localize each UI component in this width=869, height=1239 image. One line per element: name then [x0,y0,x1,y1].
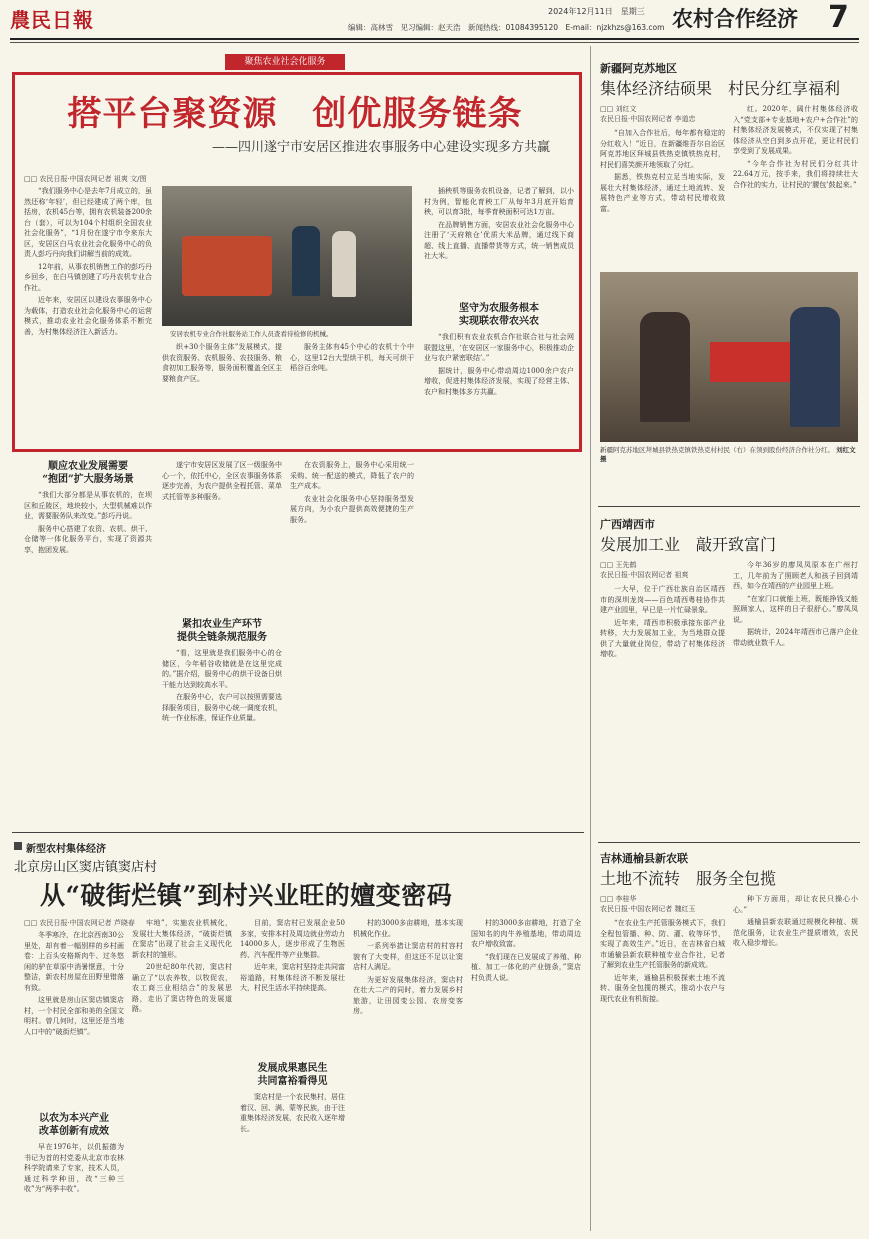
jilin-headline: 土地不流转 服务全包揽 [600,869,777,888]
guangxi-headline: 发展加工业 敲开致富门 [600,535,777,554]
feature-column-4 [424,186,574,296]
new-village-subheadline: 北京房山区窦店镇窦店村 [14,860,158,875]
feature-column-2 [162,342,282,442]
paragraph: 遂宁市安居区发展了区一级服务中心一个，依托中心，全区农事服务体系逐步完善，为农户提供全程托管、菜单式托管等多种服务。 [162,461,282,501]
newspaper-logo: 農民日報 [10,8,94,32]
new-village-subhead-1: 以农为本兴产业 改革创新有成效 [39,1113,109,1137]
masthead-rule [10,38,859,40]
paragraph: “我们现在已发展成了养殖、种植、加工一体化的产业链条，”窦店村负责人说。 [471,952,581,982]
paragraph: 近年来，窦店村坚持走共同富裕道路，村集体经济不断发展壮大，村民生活水平持续提高。 [240,963,345,992]
paragraph: 在农资服务上，服务中心采用统一采购、统一配送的模式，降低了农户的生产成本。 [290,461,414,490]
new-village-byline: □□ 农民日报·中国农网记者 芦晓春 [24,919,135,927]
page-number: 7 [828,0,849,35]
paragraph: 20世纪80年代初，窦店村确立了“以农养牧，以牧促农，农工商三业相结合”的发展思路，走出了窦店特色的发展道路。 [132,963,232,1013]
feature-subheadline: ——四川遂宁市安居区推进农事服务中心建设实现多方共赢 [211,140,550,155]
paragraph: 早在1976年，以仉振德为书记为首的村党委从北京市农林科学院请来了专家，技术人员，通过科学种田，改“三种三收”为“两季丰收”。 [24,1143,124,1193]
paragraph: 插秧机等服务农机设备，记者了解到，以小村为例，智能化育秧工厂从每年3月底开始育秧，可以育3批，每季育秧面积可达1万亩。 [424,187,574,216]
paragraph: “自加入合作社后，每年都有稳定的分红收入！”近日，在新疆维吾尔自治区阿克苏地区拜城县铁热克镇铁热克村，村民们喜笑颜开地领取了分红。 [600,129,725,169]
paragraph: 在品牌销售方面，安居农业社会化服务中心注册了‘天府粮仓’优质大米品牌，通过线下商超、线上直播、直播带货等方式，统一销售成员社大米。 [424,220,574,260]
kicker-square-icon [14,842,22,850]
guangxi-kicker: 广西靖西市 [600,518,655,531]
paragraph: “看，这里就是我们服务中心的仓储区，今年稻谷收储就是在这里完成的。”据介绍，服务中心的烘干设备日烘干能力达到较高水平。 [162,649,282,689]
new-village-column-1b [24,1142,124,1230]
paragraph: “我们大部分都是从事农机的，在坝区和丘陵区，地块较小，大型机械难以作业，需要服务队来改变。”彭巧丹说。 [24,491,152,520]
feature-byline: □□ 农民日报·中国农网记者 祖爽 文/图 [24,175,147,183]
paragraph: 近年来，靖西市积极承接东部产业转移，大力发展加工业，为当地群众提供了大量就业岗位，带动了村集体经济增收。 [600,618,725,658]
feature-subhead-2: 紧扣农业生产环节 提供全链条规范服务 [177,619,267,643]
paragraph: “今年合作社为村民们分红共计22.64万元，按手来，我们将持续壮大合作社的实力，让村民的‘腰包’鼓起来。” [733,159,858,189]
feature-column-3-cont [290,460,414,820]
feature-column-3 [290,342,414,442]
paragraph: 这里就是房山区窦店镇窦店村，一个村民全部和美的全国文明村。曾几何时，这里还是当地人口中的“破街烂镇”。 [24,996,124,1036]
paragraph: “在农业生产托管服务模式下，我们全程包管播、种、防、灌、收等环节，实现了高效生产。”近日，在吉林省白城市通榆县新农联种植专业合作社，记者了解到农业生产托管服务的新成效。 [600,919,725,969]
xinjiang-byline-2: 农民日报·中国农网记者 李道忠 [600,115,696,123]
paragraph: 织+30个服务主体”发展模式，提供农资服务、农机服务、农技服务、粮食初加工服务等，服务面积覆盖全区主要粮食产区。 [162,343,282,383]
xinjiang-column-2 [733,104,858,268]
new-village-column-2 [132,918,232,1230]
paragraph: 据统计，服务中心带动周边1000余户农户增收，促进村集体经济发展，实现了经营主体、农户和村集体多方共赢。 [424,366,574,396]
paragraph: “我们服务中心是去年7月成立的，虽然还称‘年轻’，但已经建成了两个库，包括房，农机45台等，拥有农机装备200余台（套），可以为104个村组织全国农业社会化服务”，“1月份在遂宁市令来东大区，安居区白马农业社会化服务中心的负责人彭巧丹向我们讲解当前的成效。 [24,187,152,258]
feature-subhead-1: 顺应农业发展需要 “抱团”扩大服务场景 [42,461,134,485]
feature-column-1 [24,186,152,442]
paragraph: 村的3000多亩耕地，基本实现机械化作业。 [353,919,463,938]
new-village-column-1 [24,930,124,1110]
new-village-subhead-3: 发展成果惠民生 共同富裕看得见 [257,1063,328,1087]
new-village-column-3b [240,1092,345,1230]
section-title: 农村合作经济 [672,7,798,31]
paragraph: 村的3000多亩耕地，打造了全国知名的肉牛养殖基地，带动周边农户增收致富。 [471,919,581,948]
guangxi-byline-1: □□ 王先鹤 [600,561,637,569]
paragraph: 冬季寒冷，在北京西南30公里处，却有着一幅别样的乡村画卷：上百头安格斯肉牛、过冬悠闲的驴在草原中消暑惬意，十分整洁，新农村房屋在田野里错落有致。 [24,931,124,992]
section-divider [598,842,860,843]
paragraph: 服务中心搭建了农资、农机、烘干、仓储等一体化服务平台，实现了资源共享，抱团发展。 [24,524,152,554]
paragraph: 种下方面用，却让农民只操心小心。” [733,895,858,914]
new-village-column-4 [353,918,463,1230]
paragraph: “我们积有农业农机合作社联合社与社会网联盟这里，‘在安居区一家服务中心，积极推动企业与农户紧密联结’。” [424,333,574,362]
xinjiang-photo-caption [600,446,858,464]
jilin-column-2 [733,894,858,1230]
guangxi-byline-2: 农民日报·中国农网记者 祖爽 [600,571,689,579]
paragraph: 今年36岁的廖凤凤原本在广州打工，几年前为了照顾老人和孩子回到靖西，如今在靖西的产业园里上班。 [733,561,858,590]
paragraph: 近年来，安居区以建设农事服务中心为载体，打造农业社会化服务中心的运营模式，推动农业社会化服务体系不断完善，为村集体经济注入新活力。 [24,296,152,336]
paragraph: 窦店村是一个农民集村，居住着汉、回、满、蒙等民族，由于注重集体经济发展，农民收入逐年增长。 [240,1093,345,1133]
paragraph: 农业社会化服务中心坚持服务型发展方向，为小农户提供高效便捷的生产服务。 [290,494,414,524]
paragraph: 一大早，位于广西壮族自治区靖西市的深圳龙岗——百色靖西粤桂协作共建产业园里，早已是一片忙碌景象。 [600,585,725,614]
editor-line: 编辑：高林雪 见习编辑：赵天浩 新闻热线：01084395120 E-mail：njzkhzs@163.com [348,23,665,32]
feature-column-2b [162,648,282,820]
paragraph: “在家门口就能上班，既能挣钱又能照顾家人，这样的日子很舒心。”廖凤凤说。 [733,594,858,624]
paragraph: 在服务中心，农户可以按照需要选择服务项目，服务中心统一调度农机，统一作业标准，保证作业质量。 [162,693,282,722]
xinjiang-photo [600,272,858,442]
paragraph: 通榆县新农联通过规模化种植、规范化服务，让农业生产提质增效，农民收入稳步增长。 [733,918,858,947]
section-divider [598,506,860,507]
jilin-byline-1: □□ 李桂华 [600,895,637,903]
xinjiang-headline: 集体经济结硕果 村民分红享福利 [600,79,841,98]
masthead-rule-thin [10,42,859,43]
jilin-byline-2: 农民日报·中国农网记者 魏红玉 [600,905,696,913]
paragraph: 据统计，2024年靖西市已落户企业带动就业数千人。 [733,628,858,647]
paragraph: 12年前，从事农机销售工作的彭巧丹乡回乡，在白马镇创建了巧丹农机专业合作社。 [24,262,152,292]
paragraph: 为更好发展集体经济，窦店村在壮大二产的同时，着力发展乡村旅游，让田园变公园、农房变客房。 [353,975,463,1015]
new-village-column-5 [471,918,581,1230]
guangxi-column-1 [600,584,725,834]
guangxi-column-2 [733,560,858,834]
new-village-column-3 [240,918,345,1058]
section-divider [12,832,584,833]
paragraph: 牢地”，实施农业机械化，发展壮大集体经济，“破街烂镇在窦店”出现了社会主义现代化新农村的雏形。 [132,919,232,959]
photo-credit: 刘红文 摄 [600,446,856,463]
paragraph: 服务主体有45个中心的农机十个中心，这里12台大型烘干机，每天可烘干稻谷百余吨。 [290,343,414,372]
feature-photo [162,186,412,326]
paragraph: 一系列举措让窦店村的村容村貌有了大变样，但这还不足以让窦店村人满足。 [353,942,463,971]
feature-column-4b [424,332,574,442]
feature-subhead-4: 坚守为农服务根本 实现联农带农兴农 [459,303,539,327]
jilin-kicker: 吉林通榆县新农联 [600,852,688,865]
paragraph: 近年来，通榆县积极探索土地不流转、服务全包揽的模式，推动小农户与现代农业有机衔接。 [600,973,725,1003]
new-village-kicker: 新型农村集体经济 [26,844,106,855]
xinjiang-column-1 [600,128,725,268]
issue-date: 2024年12月11日 星期三 [548,7,645,16]
jilin-column-1 [600,918,725,1230]
paragraph: 红。2020年，阔什村集体经济收入“党支部+专业基地+农户+合作社”的村集体经济发展模式，不仅实现了村集体经济从空白到多点开花，更让村民们享受到了发展成果。 [733,105,858,155]
xinjiang-byline-1: □□ 刘红文 [600,105,637,113]
feature-banner: 聚焦农业社会化服务 [225,54,345,70]
xinjiang-kicker: 新疆阿克苏地区 [600,62,677,75]
column-divider [590,46,591,1231]
feature-headline: 搭平台聚资源 创优服务链条 [67,94,523,134]
paragraph: 目前，窦店村已发展企业50多家，安排本村及周边就业劳动力14000多人，逐步形成了生物医药、汽车配件等产业集群。 [240,919,345,959]
paragraph: 据悉，铁热克村立足当地实际，发展壮大村集体经济，通过土地流转、发展特色产业等方式，带动村民增收致富。 [600,173,725,213]
new-village-headline: 从“破街烂镇”到村兴业旺的嬗变密码 [40,881,453,910]
feature-column-2-cont [162,460,282,610]
caption-text: 新疆阿克苏地区拜城县铁热克镇铁热克村村民（右）在领到股份经济合作社分红。 [600,446,834,454]
feature-column-1b [24,490,152,820]
feature-photo-caption: 安居农机专业合作社服务站工作人员查看待检修的机械。 [170,330,333,338]
